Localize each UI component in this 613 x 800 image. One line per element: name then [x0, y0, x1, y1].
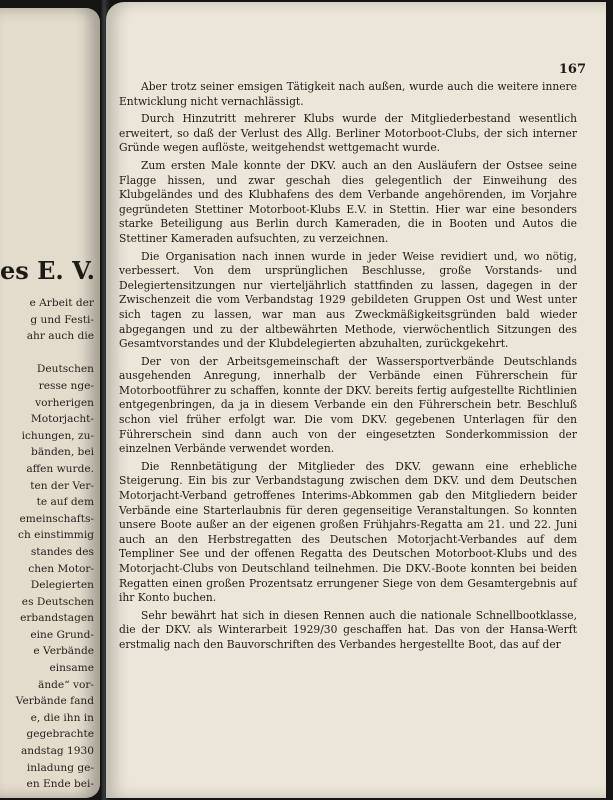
left-page-line: e Arbeit der — [29, 297, 94, 309]
paragraph: Der von der Arbeitsgemeinschaft der Wassersportverbände Deutschlands ausgehenden Anregung, innerhalb der Verbände einen Führerschein für Motorbootführer zu schaffen, konnte der DKV. bereits fertig aufgestellte Richtlinien entgegenbringen, da ja in diesem Verbande ein den Führerschein betr. Beschluß schon viel früher erfolgt war. Die vom DKV. gegebenen Unterlagen für den Führerschein sind dann auch von der eingesetzten Sonderkommission der einzelnen Verbände verwendet worden. — [119, 354, 577, 456]
page-number: 167 — [558, 62, 586, 77]
left-page-heading: es E. V. — [0, 256, 95, 285]
right-page-text — [119, 80, 577, 656]
paragraph: Die Organisation nach innen wurde in jeder Weise revidiert und, wo nötig, verbessert. Von dem ursprünglichen Beschlusse, große Vorstands- und Delegiertensitzungen nur vierteljährlich stattfinden zu lassen, dagegen in der Zwischenzeit die vom Verbandstag 1929 gebildeten Gruppen Ost und West unter sich tagen zu lassen, war man aus Zweckmäßigkeitsgründen bald wieder abgegangen und zu der altbewährten Methode, vierwöchentlich Sitzungen des Gesamtvorstandes und der Klubdelegierten abzuhalten, zurückgekehrt. — [119, 249, 577, 351]
paragraph: Sehr bewährt hat sich in diesen Rennen auch die nationale Schnellbootklasse, die der DKV. als Winterarbeit 1929/30 geschaffen hat. Das von der Hansa-Werft erstmalig nach den Bauvorschriften des Verbandes hergestellte Boot, das auf der — [119, 608, 577, 651]
left-page-line — [2, 345, 94, 362]
left-page-line: Motorjacht- — [30, 413, 94, 426]
left-page-line: ände“ vor- — [38, 678, 94, 691]
paragraph: Die Rennbetätigung der Mitglieder des DKV. gewann eine erhebliche Steigerung. Ein bis zur Verbandstagung zwischen dem DKV. und dem Deutschen Motorjacht-Verband getroffenes Interims-Abkommen gab den Mitgliedern beider Verbände eine Starterlaubnis für deren gegenseitige Veranstaltungen. So konnten unsere Boote außer an der eigenen großen Frühjahrs-Regatta am 21. und 22. Juni auch an den Herbstregatten des Deutschen Motorjacht-Verbandes auf dem Templiner See und der offenen Regatta des Deutschen Motorboot-Klubs und des Motorjacht-Clubs von Deutschland teilnehmen. Die DKV.-Boote konnten bei beiden Regatten einen großen Prozentsatz errungener Siege von dem Gesamtergebnis auf ihr Konto buchen. — [119, 459, 577, 605]
left-page-line: e, die ihn in — [30, 711, 94, 724]
left-page-line: g und Festi- — [30, 313, 94, 326]
left-page-line: ch einstimmig — [18, 529, 94, 542]
left-page-line: vorherigen — [35, 396, 94, 409]
left-page-line: andstag 1930 — [20, 745, 94, 758]
left-page-line: gegebrachte — [26, 728, 94, 741]
paragraph: Aber trotz seiner emsigen Tätigkeit nach außen, wurde auch die weitere innere Entwicklung nicht vernachlässigt. — [119, 80, 577, 108]
left-page-line: Delegierten — [30, 579, 94, 592]
left-page-text — [2, 295, 94, 793]
left-page-line: eine Grund- — [30, 628, 94, 641]
left-page-line: erbandstagen — [20, 612, 94, 625]
left-page-line: affen wurde. — [26, 462, 94, 475]
left-page-line: inladung ge- — [26, 761, 94, 774]
left-page-line: ichungen, zu- — [21, 429, 94, 442]
left-page-line: te auf dem — [36, 496, 94, 509]
left-page-line: resse nge- — [38, 379, 94, 392]
left-page-line: es Deutschen — [21, 595, 94, 608]
left-page-line: chen Motor- — [28, 562, 94, 575]
left-page-line: emeinschafts- — [19, 512, 94, 525]
paragraph: Durch Hinzutritt mehrerer Klubs wurde der Mitgliederbestand wesentlich erweitert, so daß der Verlust des Allg. Berliner Motorboot-Clubs, der sich interner Gründe wegen auflöste, weitgehendst wettgemacht wurde. — [119, 112, 577, 155]
left-page-line: Verbände fand — [15, 695, 94, 708]
left-page-line: einsame — [49, 662, 94, 675]
left-page-line: Deutschen — [36, 363, 94, 376]
left-page-line: bänden, bei — [31, 446, 94, 459]
paragraph: Zum ersten Male konnte der DKV. auch an den Ausläufern der Ostsee seine Flagge hissen, und zwar geschah dies gelegentlich der Einweihung des Klubgeländes und des Klubhafens des dem Verbande angehörenden, im Vorjahre gegründeten Stettiner Motorboot-Klubs E.V. in Stettin. Hier war eine besonders starke Beteiligung aus Berlin durch Kameraden, die in Booten und Autos die Stettiner Kameraden aufsuchten, zu verzeichnen. — [119, 158, 577, 245]
right-page — [106, 2, 606, 798]
left-page-line: standes des — [30, 545, 94, 558]
left-page-line: e Verbände — [33, 645, 94, 658]
left-page-line: ahr auch die — [26, 330, 94, 343]
left-page-line: en Ende bei- — [26, 778, 94, 791]
left-page-line: ten der Ver- — [30, 479, 94, 492]
left-page — [0, 8, 100, 798]
